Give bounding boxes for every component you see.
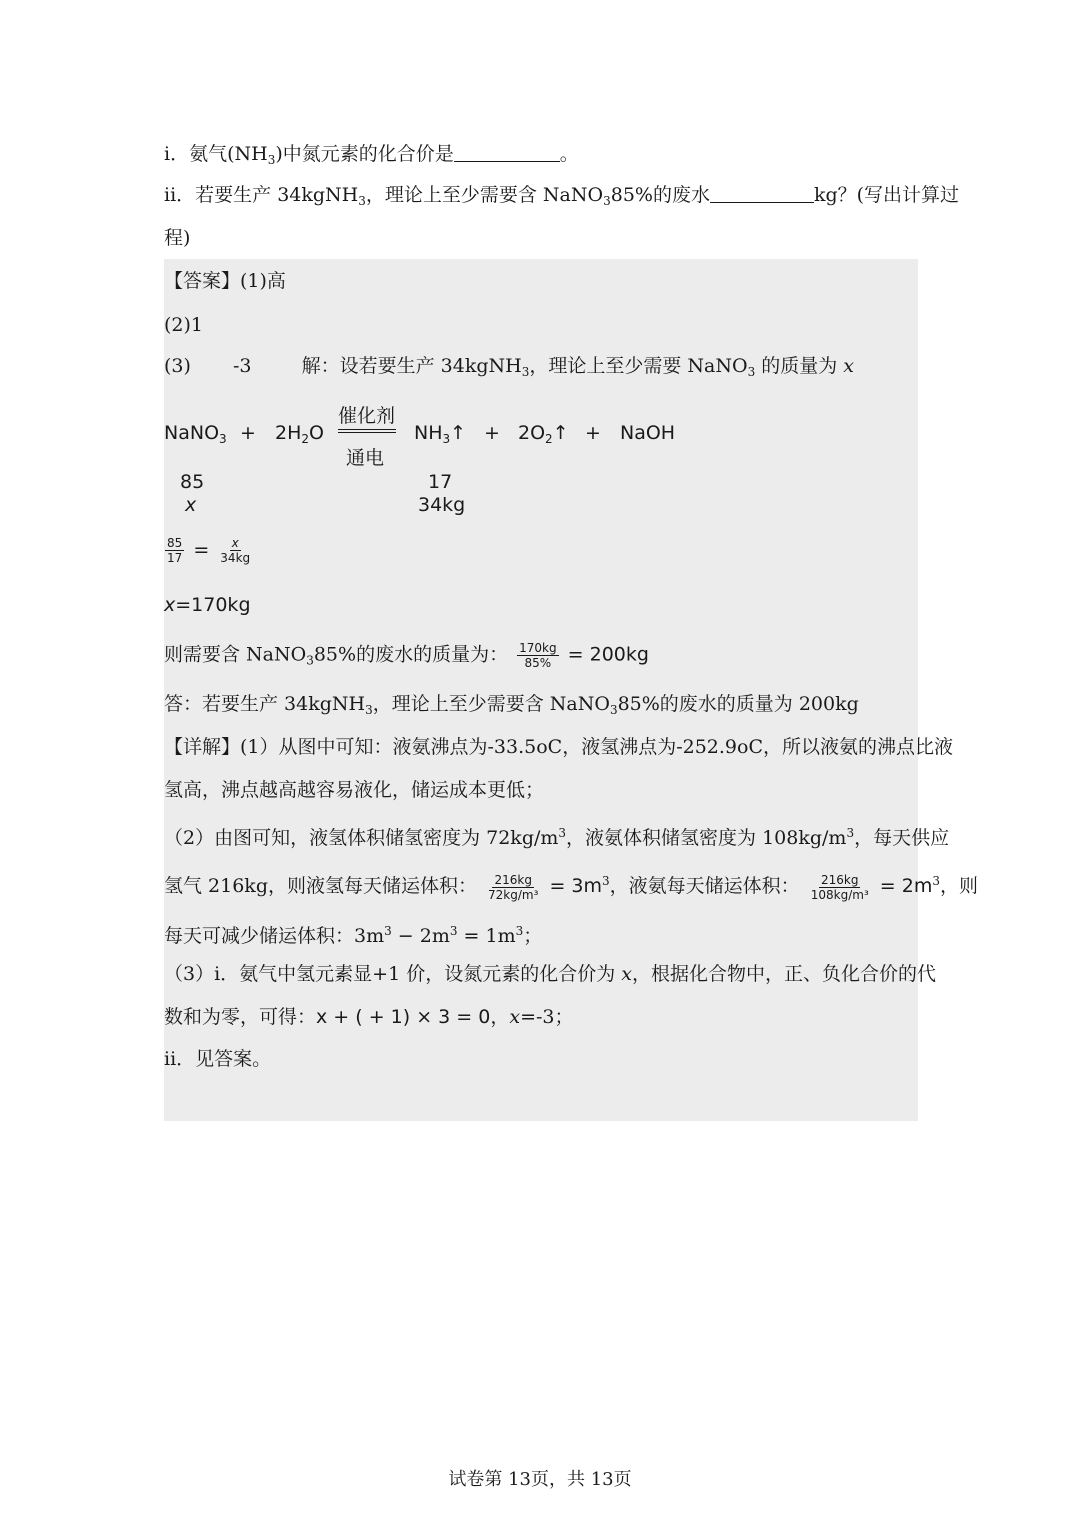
question-i-text: i．氨气(NH [164,143,268,165]
answer-3-text-2: ，理论上至少需要 NaNO [529,355,748,377]
detail-3a: （3）i．氨气中氢元素显+1 价，设氮元素的化合价为 x，根据化合物中，正、负化合价的代 [164,963,936,985]
answer-blank [710,184,814,203]
detail-2c: 每天可减少储运体积：$3m^3 - 2m^3 = 1m^3$； [164,924,543,947]
subscript: 3 [747,365,756,379]
subscript: 3 [521,365,530,379]
eq-reactant-2: $2H_2O$ [275,422,324,446]
question-ii-wrap: 程) [164,227,191,249]
result-x: x=170kg [164,594,251,616]
eq-double-line [338,429,396,433]
answer-label: 【答案】(1)高 [164,270,286,292]
question-ii-text-2: ，理论上至少需要含 NaNO [365,184,604,206]
question-ii-end: kg？(写出计算过 [813,184,960,206]
answer-3-value: -3 [233,355,252,377]
eq-plus-2: + [484,422,500,444]
mass-line: 则需要含 NaNO$_3$85%的废水的质量为： $\frac{170kg}{85\%}$ = 200kg [164,641,649,670]
subscript: 3 [603,194,611,208]
question-i-end: 。 [559,143,579,165]
eq-product-1: $NH_3↑$ [414,422,467,446]
eq-reactant-1: NaNO$_3$ [164,422,227,446]
detail-2a: （2）由图可知，液氢体积储氢密度为 $72kg/m^3$，液氨体积储氢密度为 $108kg/m^3$，每天供应 [164,826,950,849]
eq-product-3: NaOH [620,422,676,444]
ratio-equation: $\frac{85}{17}$ = $\frac{x}{34kg}$ [167,536,251,565]
answer-2: (2)1 [164,314,204,336]
detail-3b: 数和为零，可得：x + ( + 1) × 3 = 0，x=-3； [164,1006,574,1028]
detail-2b: 氢气 216kg，则液氢每天储运体积： $\frac{216kg}{\text{72kg/m³}}$ = $3m^3$，液氨每天储运体积： $\frac{216kg}{\text{108kg/m³}}$ = $2m^3$，则 [164,872,979,902]
answer-3-num: (3) [164,355,191,377]
question-i-text-2: )中氮元素的化合价是 [275,143,454,165]
molar-mass-reactant: 85 [180,471,205,493]
unknown-reactant: x [185,494,197,516]
eq-plus-3: + [585,422,601,444]
detail-1a: 【详解】(1）从图中可知：液氨沸点为-33.5oC，液氢沸点为-252.9oC，所以液氨的沸点比液 [164,736,953,758]
eq-catalyst: 催化剂 [338,405,396,427]
conclusion: 答：若要生产 34kgNH$_3$，理论上至少需要含 NaNO$_3$85%的废水的质量为 200kg [164,693,859,717]
eq-product-2: $2O_2↑$ [518,422,569,446]
question-ii-text-3: 85%的废水 [610,184,710,206]
question-ii-text: ii．若要生产 34kgNH [164,184,359,206]
eq-condition: 通电 [346,447,385,469]
question-i [164,141,579,173]
subscript: 3 [358,194,366,208]
subscript: 3 [267,153,276,167]
mass-product: 34kg [418,494,466,516]
answer-3-text: 解：设若要生产 34kgNH [301,355,522,377]
eq-plus-1: + [240,422,256,444]
page-footer: 试卷第 13页，共 13页 [448,1469,632,1490]
answer-3-text-3: 的质量为 [755,355,844,377]
answer-panel [164,259,918,1121]
answer-3 [164,353,854,385]
question-ii [164,182,959,214]
answer-blank [454,143,560,162]
variable-x: x [843,355,855,377]
detail-1b: 氢高，沸点越高越容易液化，储运成本更低； [164,779,545,801]
molar-mass-product: 17 [428,471,453,493]
detail-ii: ii．见答案。 [164,1048,272,1070]
